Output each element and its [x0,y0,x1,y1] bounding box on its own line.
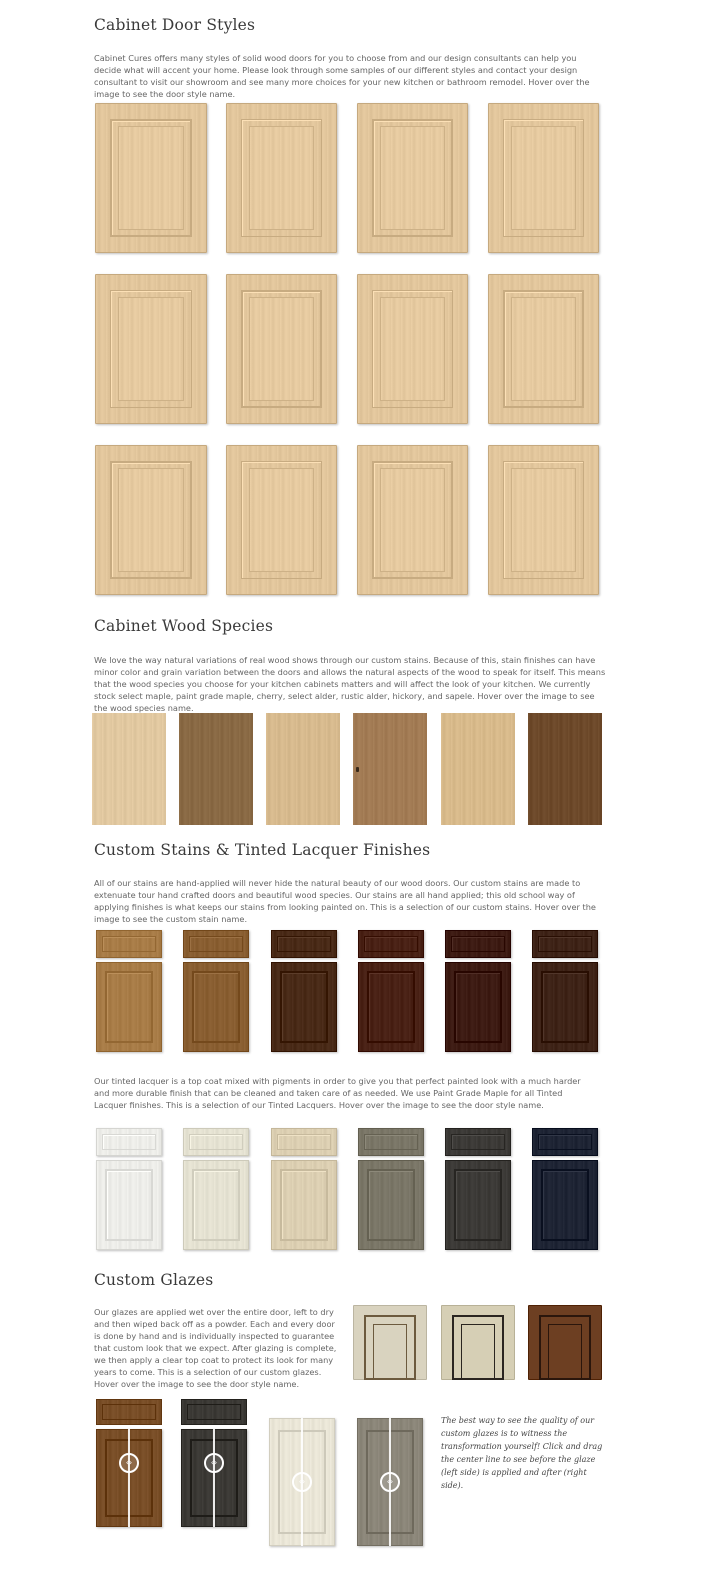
lacquer-sample-1-door[interactable] [96,1160,162,1250]
door-panel [249,297,314,401]
lacquer-sample-4-door[interactable] [358,1160,424,1250]
door-style-4[interactable] [488,103,599,253]
door-style-6[interactable] [226,274,337,424]
door-style-9[interactable] [95,445,207,595]
stain-sample-5-door[interactable] [445,962,511,1052]
lacquer-description: Our tinted lacquer is a top coat mixed with pigments in order to give you that perfect painted look with a much harder and more durable finish that can be cleaned and taken care of as needed. We use Paint Grade Maple for all Tinted Lacquer finishes. This is a selection of our Tinted Lacquers. Hover over the image to see the door style name. [94,1076,581,1110]
compare-divider-line[interactable] [213,1429,215,1527]
stain-sample-5-door-panel [454,971,503,1043]
lacquer-sample-4-door-panel [367,1169,416,1241]
glaze-sample-2[interactable] [441,1305,515,1380]
wood-species-swatch-2[interactable] [179,713,253,825]
lacquer-sample-2-drawer[interactable] [183,1128,249,1156]
stains-title: Custom Stains & Tinted Lacquer Finishes [94,841,431,859]
glaze-panel [373,1324,408,1381]
stain-sample-6-door-panel [541,971,590,1043]
stain-sample-4-drawer-panel [364,936,418,953]
stain-sample-4-drawer[interactable] [358,930,424,958]
lacquer-sample-1-drawer[interactable] [96,1128,162,1156]
wood-species-title: Cabinet Wood Species [94,617,274,635]
glaze-compare-note: The best way to see the quality of our custom glazes is to witness the transformation yourself! Click and drag the center line to see before the glaze (left side) is applied and after (right side). [441,1416,603,1490]
glaze-sample-1[interactable] [353,1305,427,1380]
wood-species-swatch-5[interactable] [441,713,515,825]
stain-sample-2-door-panel [192,971,241,1043]
stain-sample-3-door[interactable] [271,962,337,1052]
arrow-glyph: ‹› [386,1477,394,1486]
lacquer-sample-2-door[interactable] [183,1160,249,1250]
arrow-glyph: ‹› [125,1458,133,1467]
lacquer-sample-6-drawer[interactable] [532,1128,598,1156]
lacquer-sample-4-drawer-panel [364,1134,418,1151]
wood-species-swatch-4[interactable] [353,713,427,825]
stain-sample-6-drawer[interactable] [532,930,598,958]
wood-species-swatch-3[interactable] [266,713,340,825]
wood-species-swatch-6[interactable] [528,713,602,825]
lacquer-sample-5-drawer-panel [451,1134,505,1151]
door-style-8[interactable] [488,274,599,424]
door-style-5[interactable] [95,274,207,424]
door-knob-icon [356,767,359,772]
stain-sample-1-door-panel [105,971,154,1043]
door-panel [118,468,184,572]
lacquer-sample-1-drawer-panel [102,1134,156,1151]
door-panel [511,126,576,230]
glaze-sample-3[interactable] [528,1305,602,1380]
stain-sample-1-drawer-panel [102,936,156,953]
glazes-description: Our glazes are applied wet over the entire door, left to dry and then wiped back off as a powder. Each and every door is done by hand and is individually inspected to guarantee that custom look that we expect. After glazing is complete, we then apply a clear top coat to protect its look for many years to come. This is a selection of our custom glazes. Hover over the image to see the door style name. [94,1307,337,1389]
stains-description: All of our stains are hand-applied will never hide the natural beauty of our wood doors. Our custom stains are made to extenuate tour hand crafted doors and beautiful wood species. Our stains are all hand applied; this old school way of applying finishes is what keeps our stains from looking painted on. This is a selection of our custom stains. Hover over the image to see the custom stain name. [94,878,596,924]
stain-sample-3-door-panel [280,971,329,1043]
lacquer-sample-2-drawer-panel [189,1134,243,1151]
glaze-compare-2-drawer-panel [187,1404,241,1419]
door-panel [380,468,445,572]
stain-sample-5-drawer[interactable] [445,930,511,958]
glaze-compare-1-drawer-panel [102,1404,156,1419]
stain-sample-2-drawer[interactable] [183,930,249,958]
lacquer-sample-6-door[interactable] [532,1160,598,1250]
stain-sample-2-drawer-panel [189,936,243,953]
glaze-panel [548,1324,583,1381]
door-panel [118,126,184,230]
left-right-arrows-icon[interactable] [292,1472,312,1492]
stain-sample-1-drawer[interactable] [96,930,162,958]
door-panel [249,126,314,230]
lacquer-sample-3-door[interactable] [271,1160,337,1250]
glaze-compare-2-drawer [181,1399,247,1425]
stain-sample-6-door[interactable] [532,962,598,1052]
door-panel [380,126,445,230]
lacquer-sample-1-door-panel [105,1169,154,1241]
glazes-title: Custom Glazes [94,1271,214,1289]
door-panel [511,297,576,401]
wood-species-description: We love the way natural variations of real wood shows through our custom stains. Because of this, stain finishes can have minor color and grain variation between the doors and allows the natural aspects of the wood to speak for itself. This means that the wood species you choose for your kitchen cabinets matters and will affect the look of your kitchen. We currently stock select maple, paint grade maple, cherry, select alder, rustic alder, hickory, and sapele. Hover over the image to see the wood species name. [94,655,606,713]
lacquer-sample-5-drawer[interactable] [445,1128,511,1156]
compare-divider-line[interactable] [128,1429,130,1527]
glaze-panel [461,1324,496,1381]
door-panel [380,297,445,401]
door-styles-title: Cabinet Door Styles [94,16,256,34]
stain-sample-6-drawer-panel [538,936,592,953]
lacquer-sample-2-door-panel [192,1169,241,1241]
door-styles-description: Cabinet Cures offers many styles of solid wood doors for you to choose from and our design consultants can help you decide what will accent your home. Please look through some samples of our different styles and contact your design consultant to visit our showroom and see many more choices for your new kitchen or bathroom remodel. Hover over the image to see the door style name. [94,53,590,99]
arrow-glyph: ‹› [210,1458,218,1467]
stain-sample-4-door-panel [367,971,416,1043]
glaze-compare-1-drawer [96,1399,162,1425]
stain-sample-1-door[interactable] [96,962,162,1052]
lacquer-sample-3-door-panel [280,1169,329,1241]
lacquer-sample-5-door-panel [454,1169,503,1241]
stain-sample-3-drawer-panel [277,936,331,953]
door-style-10[interactable] [226,445,337,595]
door-style-7[interactable] [357,274,468,424]
door-style-1[interactable] [95,103,207,253]
stain-sample-2-door[interactable] [183,962,249,1052]
door-panel [118,297,184,401]
left-right-arrows-icon[interactable] [380,1472,400,1492]
lacquer-sample-6-door-panel [541,1169,590,1241]
lacquer-sample-3-drawer[interactable] [271,1128,337,1156]
left-right-arrows-icon[interactable] [119,1453,139,1473]
stain-sample-4-door[interactable] [358,962,424,1052]
lacquer-sample-3-drawer-panel [277,1134,331,1151]
left-right-arrows-icon[interactable] [204,1453,224,1473]
wood-species-swatch-1[interactable] [92,713,166,825]
door-style-12[interactable] [488,445,599,595]
stain-sample-3-drawer[interactable] [271,930,337,958]
stain-sample-5-drawer-panel [451,936,505,953]
door-style-3[interactable] [357,103,468,253]
door-panel [249,468,314,572]
door-panel [511,468,576,572]
lacquer-sample-6-drawer-panel [538,1134,592,1151]
door-style-2[interactable] [226,103,337,253]
lacquer-sample-4-drawer[interactable] [358,1128,424,1156]
door-style-11[interactable] [357,445,468,595]
lacquer-sample-5-door[interactable] [445,1160,511,1250]
arrow-glyph: ‹› [298,1477,306,1486]
